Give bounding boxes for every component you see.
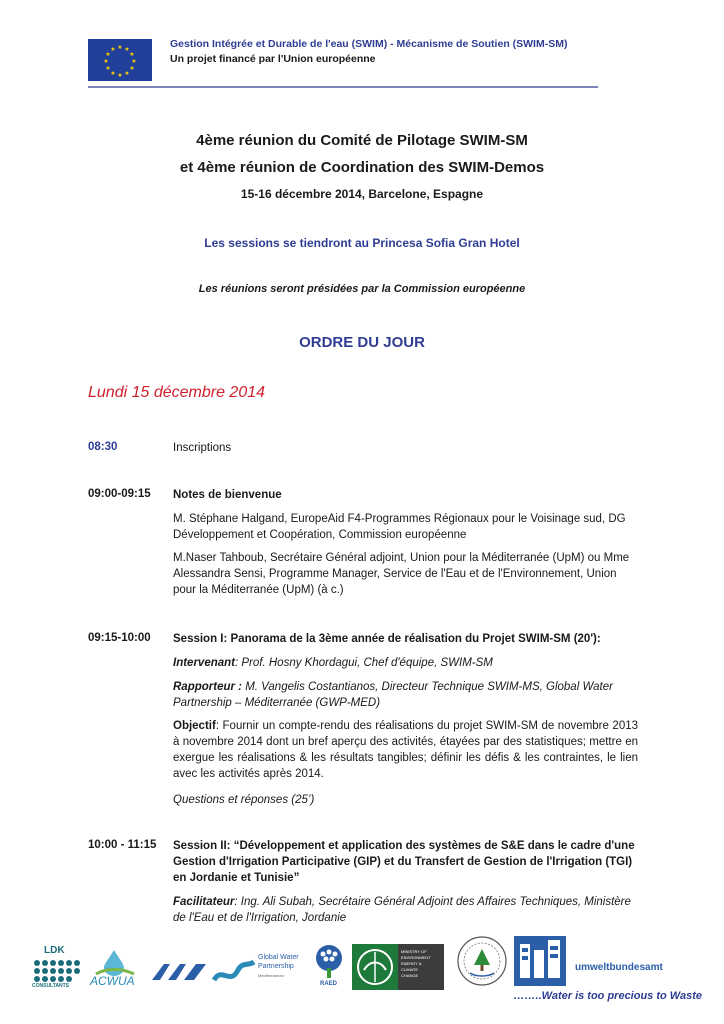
ministry-line1: MINISTRY OF — [401, 949, 427, 954]
footer-slogan: ……..Water is too precious to Waste — [513, 990, 702, 1002]
agenda-item-heading: Session II: “Développement et application des systèmes de S&E dans le cadre d'une Gestion d'Irrigation Participative (GIP) et du Transfert de Gestion de l'Irrigation (TGI) en Jordanie et Tunisie” — [173, 840, 635, 884]
questions-line: Questions et réponses (25’) — [173, 794, 315, 806]
meeting-title-1: 4ème réunion du Comité de Pilotage SWIM-SM — [196, 132, 528, 149]
svg-text:★: ★ — [110, 46, 116, 53]
ministry-line2: ENVIRONMENT — [401, 955, 431, 960]
raed-tree-icon — [312, 944, 346, 980]
ldk-logo — [32, 945, 82, 991]
meeting-title-2: et 4ème réunion de Coordination des SWIM-Demos — [179, 159, 545, 176]
facilitateur-label: Facilitateur — [173, 896, 235, 908]
objectif-text: : Fournir un compte-rendu des réalisations du projet SWIM-SM de novembre 2013 à novembre 2014 dont un bref aperçu des activités, étayées par des statistiques; mettre en exergue les réalisations & les résultats tangibles; définir les défis & les contraintes, le lien avec les activités après 2014. — [173, 720, 638, 780]
objectif-label: Objectif — [173, 720, 216, 732]
facilitateur-line — [173, 894, 638, 926]
intervenant-text: : Prof. Hosny Khordagui, Chef d'équipe, SWIM-SM — [235, 657, 493, 669]
gwp-line1: Global Water — [258, 954, 299, 961]
svg-text:★: ★ — [129, 65, 135, 72]
agenda-heading: ORDRE DU JOUR — [299, 334, 425, 351]
intervenant-label: Intervenant — [173, 657, 235, 669]
header-programme-title: Gestion Intégrée et Durable de l'eau (SWIM) - Mécanisme de Soutien (SWIM-SM) — [170, 38, 568, 50]
ldk-text: LDK — [44, 945, 65, 956]
gwp-med-logo — [212, 952, 304, 990]
facilitateur-text: : Ing. Ali Subah, Secrétaire Général Adjoint des Affaires Techniques, Ministère de l'Eau et de l'Irrigation, Jordanie — [173, 896, 631, 924]
agenda-item-heading: Session I: Panorama de la 3ème année de réalisation du Projet SWIM-SM (20'): — [173, 633, 601, 645]
intervenant-line — [173, 655, 638, 671]
partner-building-logo — [514, 936, 566, 986]
speaker-paragraph: M. Stéphane Halgand, EuropeAid F4-Programmes Régionaux pour le Voisinage sud, DG Développement et Coopération, Commission européenne — [173, 513, 626, 541]
svg-text:★: ★ — [103, 58, 109, 65]
svg-text:★: ★ — [110, 70, 116, 77]
svg-text:★: ★ — [117, 44, 123, 51]
acwua-text: ACWUA — [90, 974, 135, 988]
lebanon-ministry-seal — [456, 935, 508, 987]
eu-flag-logo — [88, 39, 152, 81]
svg-text:★: ★ — [129, 51, 135, 58]
ldk-consultants-text: CONSULTANTS — [32, 983, 70, 989]
gwp-line2: Partnership — [258, 963, 294, 970]
raed-logo — [312, 944, 346, 990]
objectif-paragraph — [173, 718, 638, 782]
ministry-line4: CLIMATE — [401, 967, 419, 972]
meeting-venue: Les sessions se tiendront au Princesa Sofia Gran Hotel — [204, 236, 520, 250]
ministry-line5: CHANGE — [401, 973, 419, 978]
raed-text: RAED — [320, 981, 338, 987]
meeting-dates: 15-16 décembre 2014, Barcelone, Espagne — [240, 187, 484, 201]
partner-logo-swoosh — [150, 960, 208, 984]
svg-text:★: ★ — [124, 46, 130, 53]
agenda-time: 08:30 — [88, 441, 118, 453]
day-heading: Lundi 15 décembre 2014 — [88, 384, 266, 401]
svg-text:★: ★ — [117, 72, 123, 79]
building-icon — [514, 936, 566, 986]
eu-stars-icon — [88, 39, 152, 81]
swoosh-icon — [150, 960, 208, 984]
agenda-time: 10:00 - 11:15 — [88, 839, 157, 851]
gwp-wave-icon — [212, 958, 256, 988]
agenda-time: 09:00-09:15 — [88, 488, 151, 500]
svg-text:★: ★ — [105, 65, 111, 72]
meeting-chair-note: Les réunions seront présidées par la Commission européenne — [198, 283, 526, 295]
header-divider — [88, 86, 598, 88]
header-funding-note: Un projet financé par l'Union européenne — [170, 53, 376, 65]
agenda-time: 09:15-10:00 — [88, 632, 151, 644]
ministry-text-block — [398, 944, 444, 990]
agenda-item-heading: Notes de bienvenue — [173, 489, 282, 501]
svg-text:★: ★ — [124, 70, 130, 77]
rapporteur-label: Rapporteur : — [173, 681, 242, 693]
acwua-logo — [88, 948, 140, 990]
rapporteur-text: M. Vangelis Costantianos, Directeur Technique SWIM-MS, Global Water Partnership – Méditerranée (GWP-MED) — [173, 681, 613, 709]
gwp-line3: Mediterranean — [258, 973, 284, 978]
umweltbundesamt-logo: umweltbundesamt — [575, 962, 663, 973]
ministry-emblem-icon — [352, 944, 398, 990]
seal-icon — [456, 935, 508, 987]
rapporteur-line — [173, 679, 638, 711]
svg-text:★: ★ — [131, 58, 137, 65]
water-drop-icon — [88, 948, 140, 976]
ministry-line3: ENERGY & — [401, 961, 422, 966]
agenda-item-text: Inscriptions — [173, 442, 232, 454]
svg-text:★: ★ — [105, 51, 111, 58]
ministry-logo — [352, 944, 444, 990]
speaker-paragraph: M.Naser Tahboub, Secrétaire Général adjoint, Union pour la Méditerranée (UpM) ou Mme Alessandra Sensi, Programme Manager, Service de l'Eau et de l'Environnement, Union pour la Méditerranée (UpM) (à c.) — [173, 552, 630, 596]
